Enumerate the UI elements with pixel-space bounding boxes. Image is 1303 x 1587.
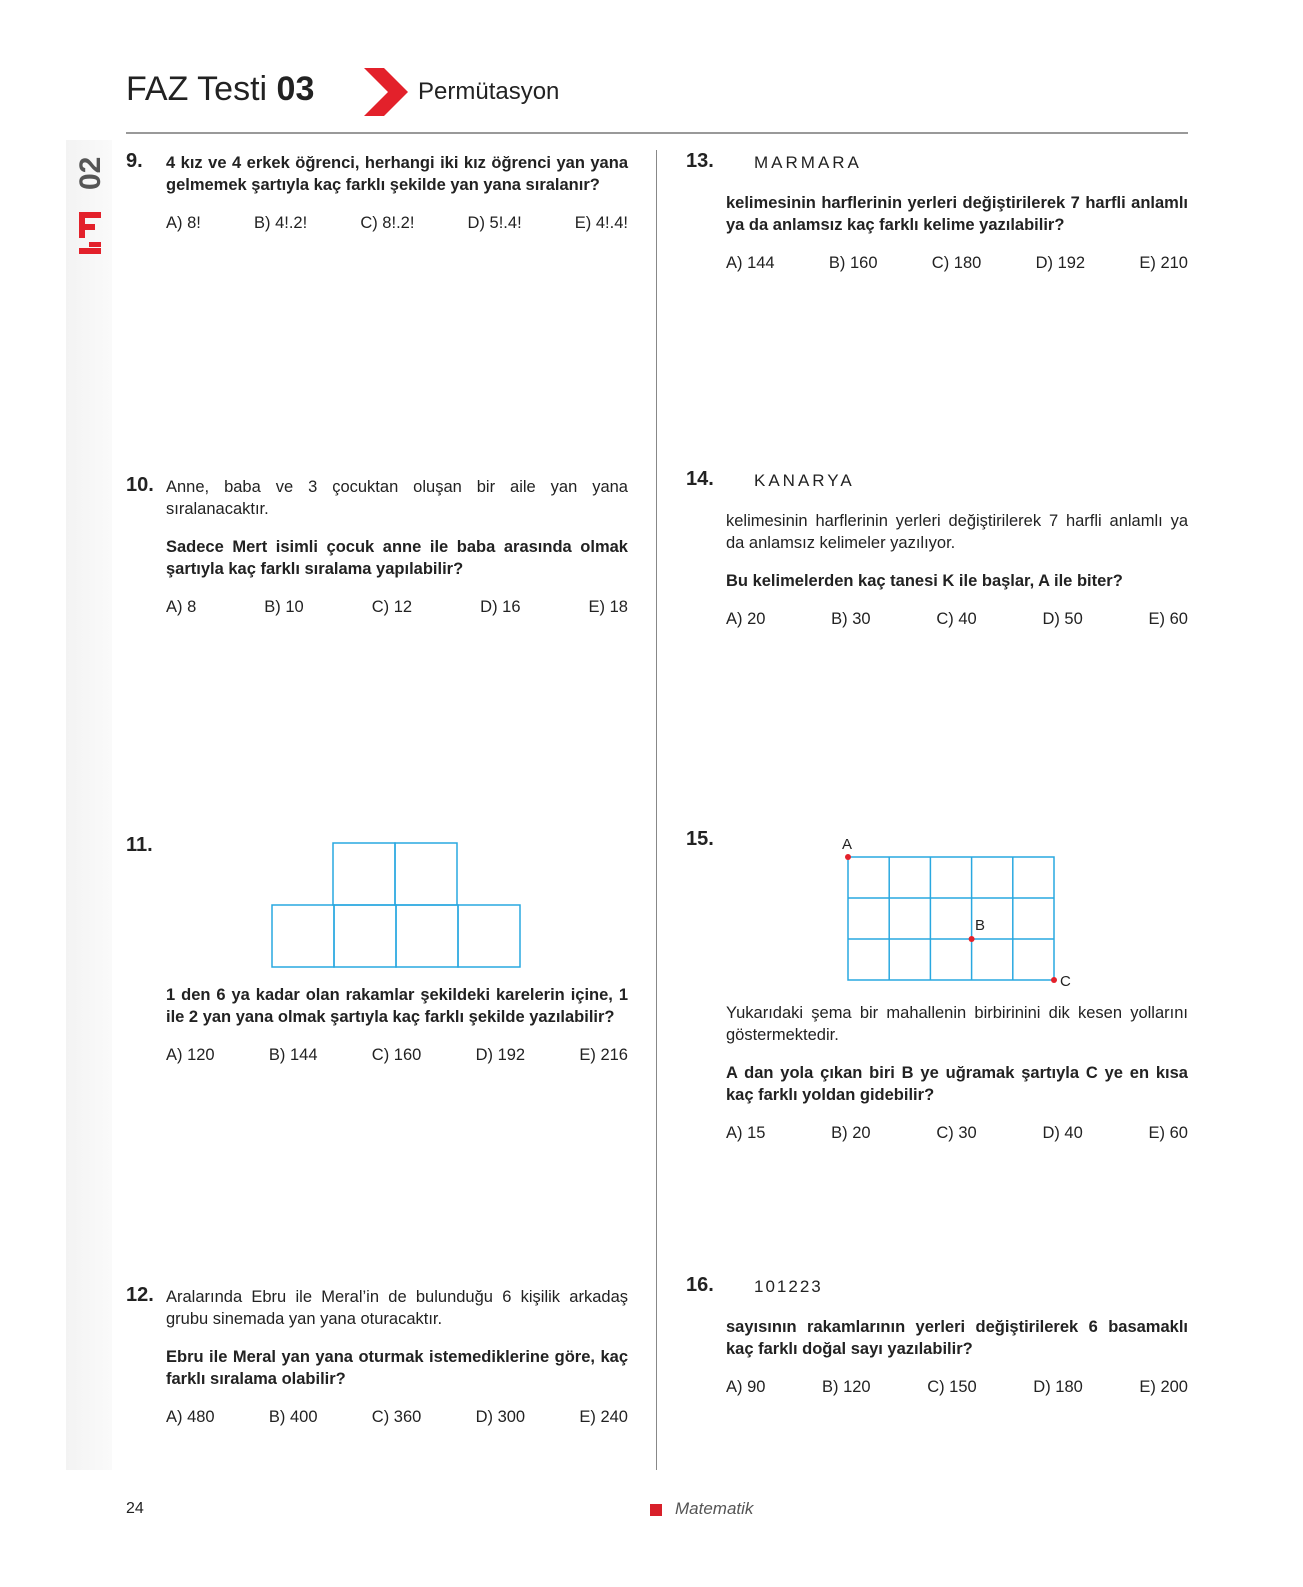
- option-b[interactable]: B) 30: [831, 610, 871, 628]
- option-c[interactable]: C) 12: [371, 598, 413, 616]
- option-e[interactable]: E) 200: [1139, 1378, 1188, 1396]
- question-9-options: [166, 212, 628, 234]
- option-b[interactable]: B) 160: [828, 254, 878, 272]
- question-10-intro: Anne, baba ve 3 çocuktan oluşan bir aile yan yana sıralanacaktır.: [166, 478, 628, 518]
- option-c[interactable]: C) 30: [936, 1124, 977, 1142]
- question-10-text: Sadece Mert isimli çocuk anne ile baba arasında olmak şartıyla kaç farklı sıralama yapılabilir?: [166, 538, 628, 578]
- question-16-word: 101223: [754, 1277, 823, 1296]
- question-12-text: Ebru ile Meral yan yana oturmak istemediklerine göre, kaç farklı sıralama olabilir?: [166, 1348, 628, 1388]
- option-a[interactable]: A) 8: [166, 598, 197, 616]
- point-b: [969, 936, 975, 942]
- question-12: [166, 1286, 628, 1428]
- street-grid-figure: [836, 832, 1076, 992]
- option-d[interactable]: D) 180: [1033, 1378, 1083, 1396]
- question-11: [166, 984, 628, 1066]
- question-10-options: [166, 596, 628, 618]
- page-title: FAZ Testi 03: [126, 70, 315, 108]
- subject-label: Matematik: [675, 1499, 754, 1518]
- option-d[interactable]: D) 192: [475, 1046, 526, 1064]
- question-14: [726, 470, 1188, 630]
- question-11-text: 1 den 6 ya kadar olan rakamlar şekildeki karelerin içine, 1 ile 2 yan yana olmak şartıyla kaç farklı şekilde yazılabilir?: [166, 986, 628, 1026]
- option-e[interactable]: E) 4!.4!: [574, 214, 628, 232]
- subject-square-icon: [650, 1504, 662, 1516]
- option-e[interactable]: E) 18: [588, 598, 628, 616]
- column-divider: [656, 150, 657, 1470]
- option-d[interactable]: D) 300: [475, 1408, 526, 1426]
- question-11-number: 11.: [126, 834, 153, 856]
- side-strip: [66, 140, 112, 1470]
- option-d[interactable]: D) 5!.4!: [467, 214, 522, 232]
- option-b[interactable]: B) 10: [264, 598, 304, 616]
- question-14-options: [726, 608, 1188, 630]
- point-c: [1051, 977, 1057, 983]
- question-13-number: 13.: [686, 150, 714, 172]
- question-9-number: 9.: [126, 150, 143, 172]
- question-12-number: 12.: [126, 1284, 154, 1306]
- option-c[interactable]: C) 160: [371, 1046, 422, 1064]
- page-number: 24: [126, 1500, 144, 1517]
- question-10: [166, 476, 628, 618]
- point-a: [845, 854, 851, 860]
- option-a[interactable]: A) 120: [166, 1046, 215, 1064]
- option-c[interactable]: C) 40: [936, 610, 977, 628]
- option-b[interactable]: B) 4!.2!: [253, 214, 308, 232]
- option-a[interactable]: A) 8!: [166, 214, 201, 232]
- question-14-text: Bu kelimelerden kaç tanesi K ile başlar, A ile biter?: [726, 572, 1123, 590]
- option-a[interactable]: A) 20: [726, 610, 766, 628]
- question-16-text: sayısının rakamlarının yerleri değiştirilerek 6 basamaklı kaç farklı doğal sayı yazılabilir?: [726, 1318, 1188, 1358]
- label-a: A: [842, 836, 853, 853]
- option-c[interactable]: C) 150: [927, 1378, 977, 1396]
- option-d[interactable]: D) 192: [1035, 254, 1086, 272]
- faz-logo: [75, 212, 105, 254]
- question-13: [726, 152, 1188, 274]
- question-15: [726, 1002, 1188, 1144]
- question-14-intro: kelimesinin harflerinin yerleri değiştirilerek 7 harfli anlamlı ya da anlamsız kelimeler yazılıyor.: [726, 512, 1188, 552]
- option-c[interactable]: C) 180: [931, 254, 982, 272]
- option-a[interactable]: A) 480: [166, 1408, 215, 1426]
- option-b[interactable]: B) 400: [268, 1408, 318, 1426]
- squares-figure: [271, 842, 523, 968]
- option-b[interactable]: B) 20: [831, 1124, 871, 1142]
- option-a[interactable]: A) 144: [726, 254, 775, 272]
- test-number: 03: [276, 70, 315, 108]
- label-c: C: [1060, 973, 1071, 990]
- question-15-intro: Yukarıdaki şema bir mahallenin birbirinini dik kesen yollarını göstermektedir.: [726, 1004, 1188, 1044]
- option-c[interactable]: C) 8!.2!: [360, 214, 415, 232]
- question-9-text: 4 kız ve 4 erkek öğrenci, herhangi iki kız öğrenci yan yana gelmemek şartıyla kaç farklı şekilde yan yana sıralanır?: [166, 154, 628, 194]
- option-a[interactable]: A) 90: [726, 1378, 766, 1396]
- option-d[interactable]: D) 40: [1042, 1124, 1083, 1142]
- option-e[interactable]: E) 60: [1148, 1124, 1188, 1142]
- side-badge-number: 02: [74, 156, 107, 190]
- option-e[interactable]: E) 216: [579, 1046, 628, 1064]
- option-e[interactable]: E) 240: [579, 1408, 628, 1426]
- question-10-number: 10.: [126, 474, 154, 496]
- question-15-number: 15.: [686, 828, 714, 850]
- question-15-text: A dan yola çıkan biri B ye uğramak şartıyla C ye en kısa kaç farklı yoldan gidebilir?: [726, 1064, 1188, 1104]
- option-a[interactable]: A) 15: [726, 1124, 766, 1142]
- question-16: [726, 1276, 1188, 1398]
- option-c[interactable]: C) 360: [371, 1408, 422, 1426]
- question-13-word: MARMARA: [754, 153, 862, 172]
- page-subtitle: Permütasyon: [418, 78, 560, 105]
- question-11-options: [166, 1044, 628, 1066]
- question-14-word: KANARYA: [754, 471, 855, 490]
- option-e[interactable]: E) 60: [1148, 610, 1188, 628]
- question-9: [166, 152, 628, 234]
- question-12-intro: Aralarında Ebru ile Meral’in de bulunduğu 6 kişilik arkadaş grubu sinemada yan yana oturacaktır.: [166, 1288, 628, 1328]
- chevron-right-icon: [364, 68, 408, 116]
- question-12-options: [166, 1406, 628, 1428]
- question-13-options: [726, 252, 1188, 274]
- option-b[interactable]: B) 120: [822, 1378, 871, 1396]
- question-15-options: [726, 1122, 1188, 1144]
- option-b[interactable]: B) 144: [268, 1046, 318, 1064]
- header-divider: [126, 132, 1188, 134]
- question-13-text: kelimesinin harflerinin yerleri değiştirilerek 7 harfli anlamlı ya da anlamsız kaç farklı kelime yazılabilir?: [726, 194, 1188, 234]
- question-14-number: 14.: [686, 468, 714, 490]
- option-d[interactable]: D) 50: [1042, 610, 1083, 628]
- question-16-number: 16.: [686, 1274, 714, 1296]
- question-16-options: [726, 1376, 1188, 1398]
- label-b: B: [975, 917, 986, 934]
- option-d[interactable]: D) 16: [480, 598, 521, 616]
- option-e[interactable]: E) 210: [1139, 254, 1188, 272]
